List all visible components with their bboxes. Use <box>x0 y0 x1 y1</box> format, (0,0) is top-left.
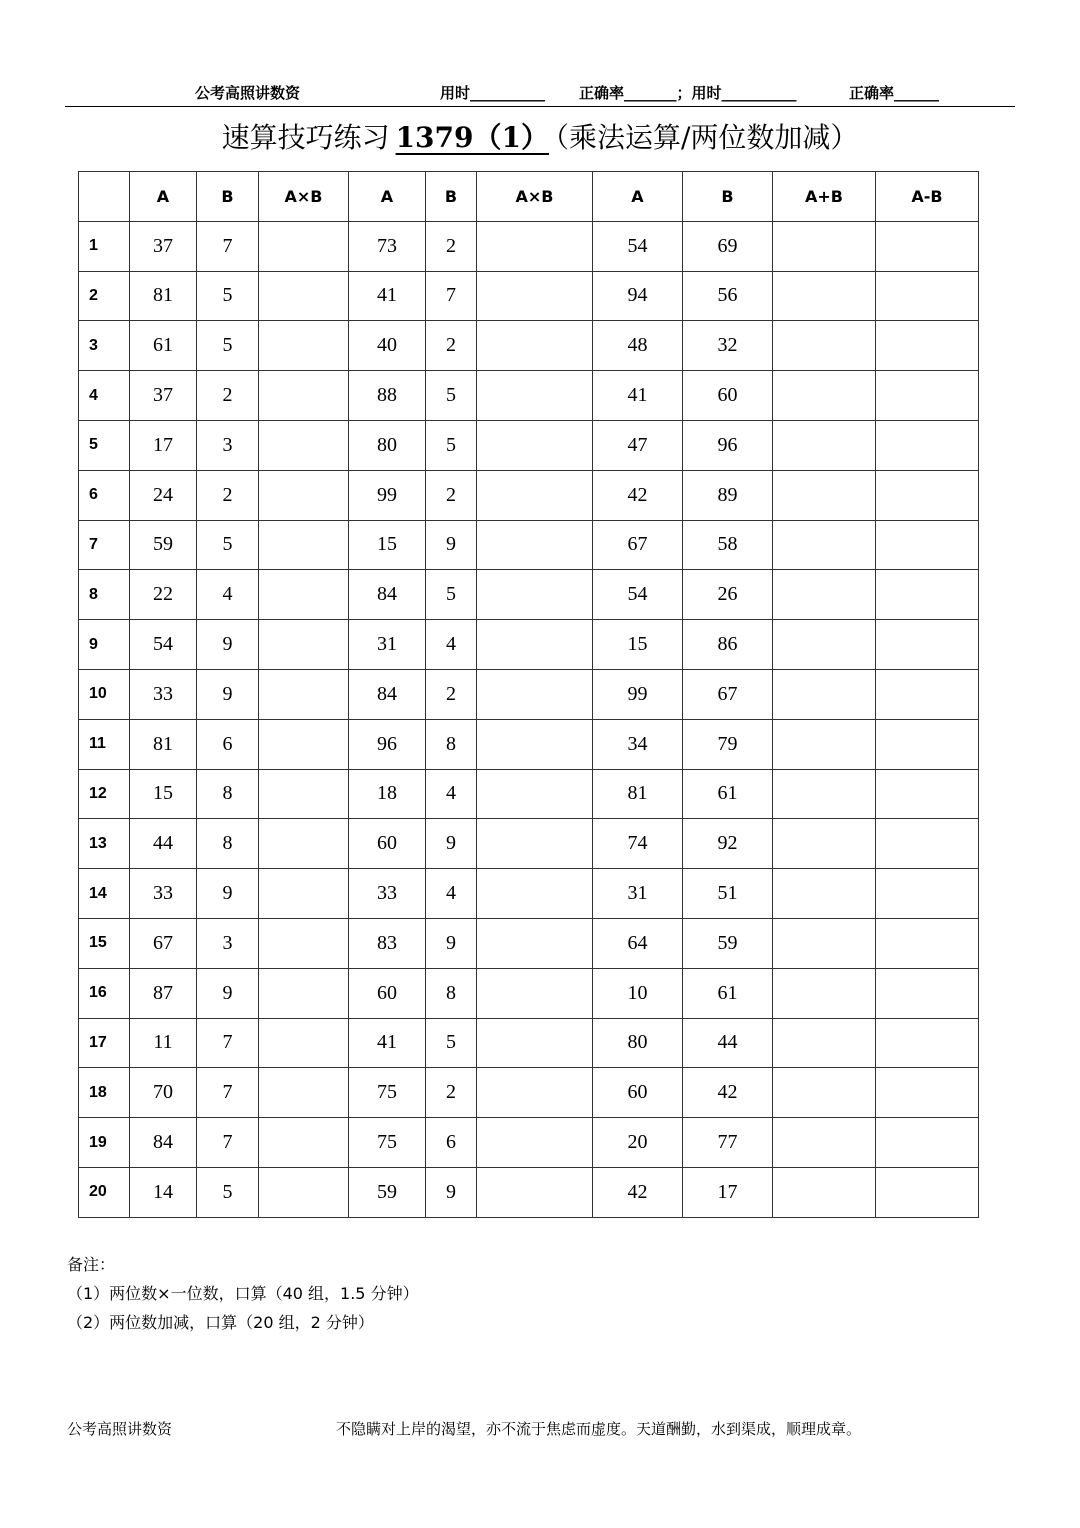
operand-cell: 54 <box>593 221 683 271</box>
answer-cell[interactable] <box>876 271 979 321</box>
answer-cell[interactable] <box>876 321 979 371</box>
row-number: 13 <box>79 819 130 869</box>
answer-cell[interactable] <box>259 570 349 620</box>
answer-cell[interactable] <box>477 669 593 719</box>
header-divider <box>65 106 1015 107</box>
operand-cell: 60 <box>349 819 426 869</box>
operand-cell: 2 <box>426 321 477 371</box>
operand-cell: 42 <box>593 470 683 520</box>
operand-cell: 64 <box>593 918 683 968</box>
column-header: B <box>426 172 477 222</box>
table-row <box>79 669 979 719</box>
answer-cell[interactable] <box>259 968 349 1018</box>
answer-cell[interactable] <box>773 819 876 869</box>
header-accuracy-field: 正确率______ <box>849 84 940 102</box>
row-number: 11 <box>79 719 130 769</box>
operand-cell: 4 <box>197 570 259 620</box>
title-code: 1379（1） <box>395 121 549 154</box>
operand-cell: 67 <box>130 918 197 968</box>
operand-cell: 9 <box>426 1167 477 1217</box>
title-prefix: 速算技巧练习 <box>221 121 390 154</box>
answer-cell[interactable] <box>773 719 876 769</box>
answer-cell[interactable] <box>773 669 876 719</box>
answer-cell[interactable] <box>876 1068 979 1118</box>
operand-cell: 17 <box>130 420 197 470</box>
operand-cell: 2 <box>426 221 477 271</box>
column-header: B <box>197 172 259 222</box>
operand-cell: 6 <box>426 1118 477 1168</box>
operand-cell: 5 <box>426 570 477 620</box>
operand-cell: 61 <box>683 769 773 819</box>
answer-cell[interactable] <box>477 968 593 1018</box>
operand-cell: 80 <box>349 420 426 470</box>
operand-cell: 7 <box>426 271 477 321</box>
table-row <box>79 769 979 819</box>
operand-cell: 61 <box>130 321 197 371</box>
operand-cell: 84 <box>349 570 426 620</box>
column-header: B <box>683 172 773 222</box>
row-number: 5 <box>79 420 130 470</box>
column-header: A <box>593 172 683 222</box>
column-header: A-B <box>876 172 979 222</box>
operand-cell: 69 <box>683 221 773 271</box>
table-row <box>79 719 979 769</box>
operand-cell: 33 <box>349 869 426 919</box>
operand-cell: 67 <box>593 520 683 570</box>
answer-cell[interactable] <box>477 719 593 769</box>
table-row <box>79 420 979 470</box>
table-row <box>79 869 979 919</box>
operand-cell: 33 <box>130 669 197 719</box>
answer-cell[interactable] <box>773 271 876 321</box>
operand-cell: 5 <box>197 271 259 321</box>
row-number: 20 <box>79 1167 130 1217</box>
answer-cell[interactable] <box>876 719 979 769</box>
operand-cell: 73 <box>349 221 426 271</box>
operand-cell: 9 <box>197 620 259 670</box>
operand-cell: 26 <box>683 570 773 620</box>
row-number: 10 <box>79 669 130 719</box>
exercise-table <box>78 171 979 1218</box>
header-time-field: 用时__________ <box>440 84 546 102</box>
operand-cell: 2 <box>426 1068 477 1118</box>
table-row <box>79 520 979 570</box>
answer-cell[interactable] <box>259 1018 349 1068</box>
answer-cell[interactable] <box>477 420 593 470</box>
operand-cell: 40 <box>349 321 426 371</box>
operand-cell: 2 <box>197 470 259 520</box>
header-accuracy-time-field: 正确率_______；用时__________ <box>579 84 797 102</box>
answer-cell[interactable] <box>876 470 979 520</box>
answer-cell[interactable] <box>477 1118 593 1168</box>
operand-cell: 2 <box>197 371 259 421</box>
operand-cell: 74 <box>593 819 683 869</box>
operand-cell: 5 <box>197 520 259 570</box>
operand-cell: 34 <box>593 719 683 769</box>
table-row <box>79 918 979 968</box>
operand-cell: 41 <box>349 1018 426 1068</box>
operand-cell: 75 <box>349 1118 426 1168</box>
operand-cell: 47 <box>593 420 683 470</box>
table-row <box>79 570 979 620</box>
answer-cell[interactable] <box>259 719 349 769</box>
answer-cell[interactable] <box>876 1118 979 1168</box>
answer-cell[interactable] <box>876 968 979 1018</box>
operand-cell: 32 <box>683 321 773 371</box>
operand-cell: 37 <box>130 371 197 421</box>
operand-cell: 22 <box>130 570 197 620</box>
notes <box>67 1250 419 1337</box>
operand-cell: 59 <box>130 520 197 570</box>
answer-cell[interactable] <box>477 371 593 421</box>
answer-cell[interactable] <box>876 669 979 719</box>
row-number: 1 <box>79 221 130 271</box>
answer-cell[interactable] <box>876 869 979 919</box>
operand-cell: 7 <box>197 1018 259 1068</box>
row-number: 12 <box>79 769 130 819</box>
answer-cell[interactable] <box>876 769 979 819</box>
table-row <box>79 271 979 321</box>
answer-cell[interactable] <box>773 968 876 1018</box>
answer-cell[interactable] <box>259 1068 349 1118</box>
row-number: 18 <box>79 1068 130 1118</box>
operand-cell: 60 <box>593 1068 683 1118</box>
answer-cell[interactable] <box>773 1118 876 1168</box>
table-header-row <box>79 172 979 222</box>
answer-cell[interactable] <box>259 420 349 470</box>
operand-cell: 4 <box>426 620 477 670</box>
operand-cell: 11 <box>130 1018 197 1068</box>
notes-line-1: （1）两位数×一位数，口算（40 组，1.5 分钟） <box>67 1284 419 1303</box>
answer-cell[interactable] <box>477 1167 593 1217</box>
answer-cell[interactable] <box>876 819 979 869</box>
operand-cell: 92 <box>683 819 773 869</box>
operand-cell: 18 <box>349 769 426 819</box>
column-header <box>79 172 130 222</box>
header-source: 公考高照讲数资 <box>195 84 301 102</box>
row-number: 14 <box>79 869 130 919</box>
operand-cell: 61 <box>683 968 773 1018</box>
table-row <box>79 620 979 670</box>
footer-source: 公考高照讲数资 <box>67 1420 173 1438</box>
answer-cell[interactable] <box>259 1167 349 1217</box>
operand-cell: 86 <box>683 620 773 670</box>
table-row <box>79 819 979 869</box>
answer-cell[interactable] <box>477 819 593 869</box>
operand-cell: 54 <box>130 620 197 670</box>
answer-cell[interactable] <box>876 1167 979 1217</box>
answer-cell[interactable] <box>773 1018 876 1068</box>
operand-cell: 99 <box>593 669 683 719</box>
operand-cell: 15 <box>130 769 197 819</box>
operand-cell: 67 <box>683 669 773 719</box>
answer-cell[interactable] <box>773 570 876 620</box>
operand-cell: 79 <box>683 719 773 769</box>
column-header: A <box>130 172 197 222</box>
answer-cell[interactable] <box>876 371 979 421</box>
operand-cell: 87 <box>130 968 197 1018</box>
operand-cell: 84 <box>130 1118 197 1168</box>
operand-cell: 15 <box>349 520 426 570</box>
table-row <box>79 1167 979 1217</box>
operand-cell: 77 <box>683 1118 773 1168</box>
table-row <box>79 1068 979 1118</box>
operand-cell: 41 <box>593 371 683 421</box>
operand-cell: 42 <box>683 1068 773 1118</box>
answer-cell[interactable] <box>477 1068 593 1118</box>
answer-cell[interactable] <box>477 1018 593 1068</box>
answer-cell[interactable] <box>259 221 349 271</box>
operand-cell: 54 <box>593 570 683 620</box>
table-row <box>79 221 979 271</box>
operand-cell: 7 <box>197 221 259 271</box>
row-number: 8 <box>79 570 130 620</box>
row-number: 15 <box>79 918 130 968</box>
operand-cell: 7 <box>197 1068 259 1118</box>
answer-cell[interactable] <box>773 470 876 520</box>
operand-cell: 8 <box>197 819 259 869</box>
title-suffix: （乘法运算/两位数加减） <box>555 121 859 154</box>
operand-cell: 99 <box>349 470 426 520</box>
operand-cell: 5 <box>197 321 259 371</box>
operand-cell: 94 <box>593 271 683 321</box>
operand-cell: 2 <box>426 669 477 719</box>
operand-cell: 59 <box>349 1167 426 1217</box>
row-number: 9 <box>79 620 130 670</box>
operand-cell: 3 <box>197 918 259 968</box>
operand-cell: 81 <box>593 769 683 819</box>
column-header: A×B <box>477 172 593 222</box>
answer-cell[interactable] <box>477 221 593 271</box>
answer-cell[interactable] <box>259 769 349 819</box>
column-header: A <box>349 172 426 222</box>
answer-cell[interactable] <box>773 321 876 371</box>
operand-cell: 8 <box>426 719 477 769</box>
answer-cell[interactable] <box>259 470 349 520</box>
notes-title: 备注： <box>67 1255 116 1274</box>
operand-cell: 9 <box>197 968 259 1018</box>
operand-cell: 4 <box>426 769 477 819</box>
operand-cell: 2 <box>426 470 477 520</box>
answer-cell[interactable] <box>773 918 876 968</box>
answer-cell[interactable] <box>259 1118 349 1168</box>
operand-cell: 5 <box>197 1167 259 1217</box>
operand-cell: 59 <box>683 918 773 968</box>
operand-cell: 9 <box>426 520 477 570</box>
answer-cell[interactable] <box>773 371 876 421</box>
operand-cell: 7 <box>197 1118 259 1168</box>
notes-line-2: （2）两位数加减，口算（20 组，2 分钟） <box>67 1313 374 1332</box>
operand-cell: 83 <box>349 918 426 968</box>
row-number: 4 <box>79 371 130 421</box>
operand-cell: 4 <box>426 869 477 919</box>
operand-cell: 9 <box>197 669 259 719</box>
operand-cell: 15 <box>593 620 683 670</box>
answer-cell[interactable] <box>259 271 349 321</box>
answer-cell[interactable] <box>477 620 593 670</box>
operand-cell: 9 <box>197 869 259 919</box>
answer-cell[interactable] <box>773 869 876 919</box>
row-number: 19 <box>79 1118 130 1168</box>
answer-cell[interactable] <box>477 869 593 919</box>
answer-cell[interactable] <box>773 1167 876 1217</box>
answer-cell[interactable] <box>477 918 593 968</box>
operand-cell: 80 <box>593 1018 683 1068</box>
answer-cell[interactable] <box>259 321 349 371</box>
answer-cell[interactable] <box>876 221 979 271</box>
operand-cell: 31 <box>593 869 683 919</box>
operand-cell: 58 <box>683 520 773 570</box>
answer-cell[interactable] <box>477 769 593 819</box>
page-title <box>0 116 1080 156</box>
column-header: A×B <box>259 172 349 222</box>
answer-cell[interactable] <box>773 420 876 470</box>
operand-cell: 9 <box>426 918 477 968</box>
answer-cell[interactable] <box>259 620 349 670</box>
operand-cell: 20 <box>593 1118 683 1168</box>
answer-cell[interactable] <box>477 520 593 570</box>
operand-cell: 75 <box>349 1068 426 1118</box>
operand-cell: 37 <box>130 221 197 271</box>
operand-cell: 6 <box>197 719 259 769</box>
footer-motto: 不隐瞒对上岸的渴望，亦不流于焦虑而虚度。天道酬勤，水到渠成，顺理成章。 <box>336 1420 862 1438</box>
operand-cell: 60 <box>683 371 773 421</box>
operand-cell: 9 <box>426 819 477 869</box>
answer-cell[interactable] <box>773 1068 876 1118</box>
operand-cell: 8 <box>197 769 259 819</box>
operand-cell: 96 <box>349 719 426 769</box>
row-number: 2 <box>79 271 130 321</box>
column-header: A+B <box>773 172 876 222</box>
answer-cell[interactable] <box>876 918 979 968</box>
operand-cell: 96 <box>683 420 773 470</box>
answer-cell[interactable] <box>773 620 876 670</box>
operand-cell: 70 <box>130 1068 197 1118</box>
answer-cell[interactable] <box>773 520 876 570</box>
operand-cell: 31 <box>349 620 426 670</box>
table-row <box>79 321 979 371</box>
operand-cell: 42 <box>593 1167 683 1217</box>
operand-cell: 5 <box>426 371 477 421</box>
row-number: 16 <box>79 968 130 1018</box>
answer-cell[interactable] <box>876 620 979 670</box>
row-number: 7 <box>79 520 130 570</box>
answer-cell[interactable] <box>477 470 593 520</box>
table-row <box>79 1018 979 1068</box>
row-number: 17 <box>79 1018 130 1068</box>
table-row <box>79 470 979 520</box>
answer-cell[interactable] <box>259 520 349 570</box>
operand-cell: 17 <box>683 1167 773 1217</box>
table-row <box>79 371 979 421</box>
operand-cell: 14 <box>130 1167 197 1217</box>
operand-cell: 84 <box>349 669 426 719</box>
operand-cell: 33 <box>130 869 197 919</box>
answer-cell[interactable] <box>477 321 593 371</box>
answer-cell[interactable] <box>259 869 349 919</box>
answer-cell[interactable] <box>876 1018 979 1068</box>
answer-cell[interactable] <box>773 769 876 819</box>
answer-cell[interactable] <box>477 271 593 321</box>
answer-cell[interactable] <box>259 918 349 968</box>
answer-cell[interactable] <box>773 221 876 271</box>
operand-cell: 48 <box>593 321 683 371</box>
operand-cell: 56 <box>683 271 773 321</box>
answer-cell[interactable] <box>876 420 979 470</box>
operand-cell: 24 <box>130 470 197 520</box>
operand-cell: 89 <box>683 470 773 520</box>
answer-cell[interactable] <box>259 669 349 719</box>
operand-cell: 5 <box>426 420 477 470</box>
operand-cell: 81 <box>130 271 197 321</box>
operand-cell: 60 <box>349 968 426 1018</box>
operand-cell: 44 <box>130 819 197 869</box>
operand-cell: 10 <box>593 968 683 1018</box>
page-header <box>0 78 1080 104</box>
row-number: 3 <box>79 321 130 371</box>
operand-cell: 8 <box>426 968 477 1018</box>
operand-cell: 44 <box>683 1018 773 1068</box>
operand-cell: 88 <box>349 371 426 421</box>
row-number: 6 <box>79 470 130 520</box>
answer-cell[interactable] <box>259 819 349 869</box>
table-row <box>79 1118 979 1168</box>
operand-cell: 5 <box>426 1018 477 1068</box>
operand-cell: 81 <box>130 719 197 769</box>
operand-cell: 3 <box>197 420 259 470</box>
table-row <box>79 968 979 1018</box>
operand-cell: 51 <box>683 869 773 919</box>
answer-cell[interactable] <box>477 570 593 620</box>
operand-cell: 41 <box>349 271 426 321</box>
answer-cell[interactable] <box>259 371 349 421</box>
answer-cell[interactable] <box>876 570 979 620</box>
answer-cell[interactable] <box>876 520 979 570</box>
